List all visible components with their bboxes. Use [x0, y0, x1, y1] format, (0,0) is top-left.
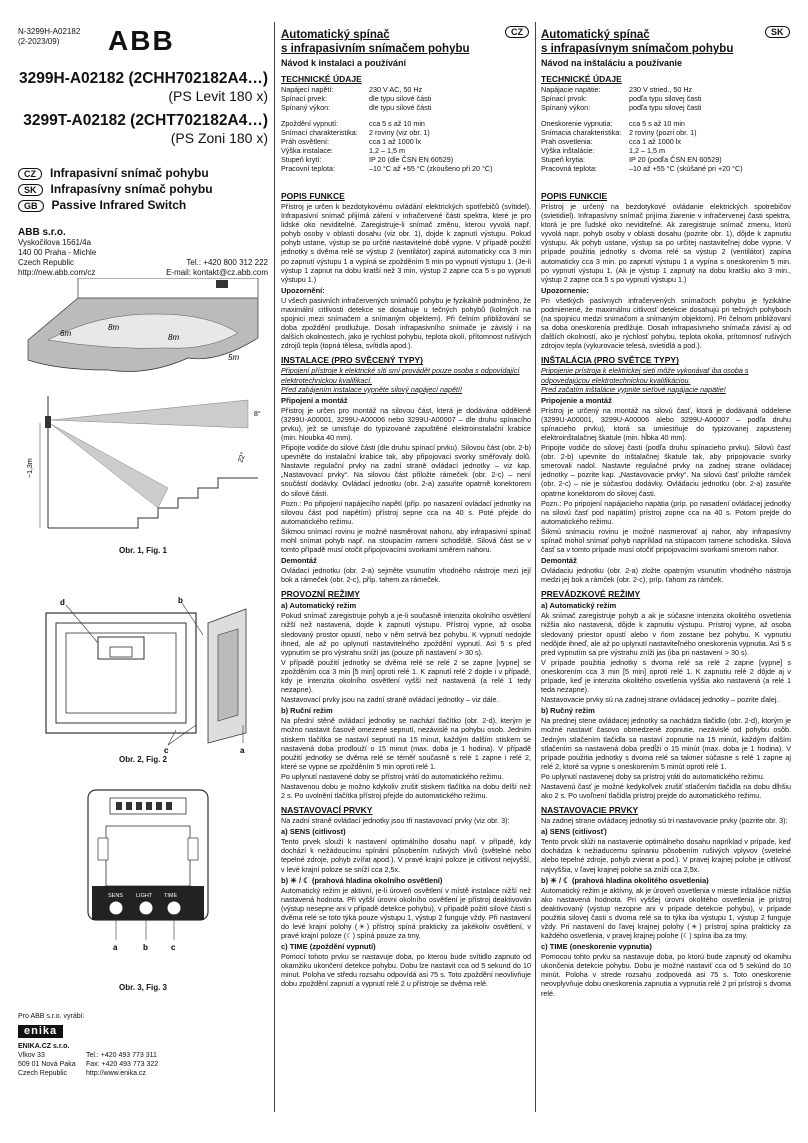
lang-row-sk: [18, 182, 213, 196]
tech-row: Spínací prvok: podľa typu silovej časti: [541, 94, 702, 103]
sk-light-heading: b) ☀ / ☾ (prahová hladina okolitého osvetlenia): [541, 875, 709, 885]
cz-subtitle: Návod k instalaci a používání: [281, 58, 407, 68]
sk-sens-text: Tento prvok slúži na nastavenie optimálneho dosahu napríklad v prípade, keď dochádza k nežiaducemu spínaniu pôsobením rušivých vplyvov (svetelné alebo tepelné zdroje, pohyb zvierat a pod.). V pravej krajnej polohe je citlivosť najvyššia, v ľavej krajnej polohe sa zníži cca 2,5x.: [541, 837, 791, 874]
tech-row: Spínaný výkon: podľa typu silovej časti: [541, 103, 702, 112]
tech-row: Spínací prvek: dle typu silové části: [281, 94, 432, 103]
manufacturer-tel: Tel.: +420 493 773 311: [86, 1052, 157, 1059]
time-label: TIME: [164, 893, 178, 899]
sk-manual-text2: Po uplynutí nastavenej doby sa prístroj vráti do automatického režimu.: [541, 771, 765, 781]
company-address2: 140 00 Praha - Michle: [18, 248, 97, 257]
manufacturer-name: ENIKA.CZ s.r.o.: [18, 1043, 70, 1050]
figure-3-caption: Obr. 3, Fig. 3: [118, 983, 167, 992]
figure-1-detection-diagram: [18, 278, 268, 540]
lang-badge: CZ: [18, 168, 42, 180]
product-1: [18, 70, 268, 104]
cz-time-text: Pomocí tohoto prvku se nastavuje doba, po kterou bude svítidlo zapnuto od okamžiku ukončení detekce pohybu. Dobu lze nastavit cca od 5 sekund do 10 minut. Poloha ve středu rozsahu odpovídá asi 75 s. Toto zpoždění neovlivňuje dobu zpoždění zapnutí a vypnutí relé 2 u přístroje se dvěma relé.: [281, 952, 531, 989]
cz-auto-text1: Pokud snímač zaregistruje pohyb a je-li současně intenzita okolního osvětlení nižší než nastavená, dojde k zapnutí výstupu. Přístroj vypne, až osoba sledovaný prostor opustí, nebo v něm setrvá bez pohybu. K vypnutí nedojde ihned, ale až po uplynutí nastavitelného zpoždění vypnutí. Asi 5 s před vypnutím se pro výstrahu sníží jas (pouze při nastavení > 30 s).: [281, 611, 531, 657]
tech-row: Práh osvětlení: cca 1 až 1000 lx: [281, 137, 421, 146]
sk-modes-heading: PREVÁDZKOVÉ REŽIMY: [541, 589, 641, 600]
tech-row: Prah osvetlenia: cca 1 až 1000 lx: [541, 137, 681, 146]
column-divider: [535, 22, 536, 1112]
tech-row: Napájacie napätie: 230 V stried., 50 Hz: [541, 85, 693, 94]
sk-manual-text3: Nastavenú časť je možné kedykoľvek zrušiť stlačením tlačidla na dobu dlhšiu ako 2 s. Po uvoľnení tlačidla prístroj prejde do automatického režimu.: [541, 781, 791, 801]
tech-row: Snímacia charakteristika: 2 roviny (pozri obr. 1): [541, 128, 697, 137]
enika-logo: enika: [18, 1025, 63, 1038]
sk-auto-heading: a) Automatický režim: [541, 601, 617, 611]
manufacturer-intro: Pro ABB s.r.o. vyrábí:: [18, 1013, 85, 1020]
company-block: [18, 228, 268, 278]
manufacturer-country: Czech Republic: [18, 1070, 68, 1077]
cz-settings-text: Na zadní straně ovládací jednotky jsou tři nastavovací prvky (viz obr. 3):: [281, 816, 510, 826]
company-country: Czech Republic: [18, 258, 75, 267]
product-name: (PS Zoni 180 x): [170, 130, 268, 146]
cz-title-line1: Automatický spínač: [281, 29, 390, 41]
cz-conn-heading: Připojení a montáž: [281, 395, 348, 405]
tech-row: Napájecí napětí: 230 V AC, 50 Hz: [281, 85, 423, 94]
time-knob-icon: [168, 902, 180, 914]
lang-title: Passive Infrared Switch: [51, 198, 187, 212]
lang-badge: SK: [18, 184, 43, 196]
sk-manual-text1: Na prednej stene ovládacej jednotky sa nachádza tlačidlo (obr. 2-d), ktorým je možné nastaviť časovo obmedzené zopnutie, nezávislé od pohybu osôb. Jedným stlačením tlačidla sa nastaví zopnutie na 15 minút, každým ďalším stlačením sa nastavená doba predĺži o 15 minút (max. doba je 1 hodina). V prípade použitia jednotky s dvoma relé sa takmer súčasne s relé 1 zapne aj relé 2, ktoré sa vypne s oneskorením 5 minút oproti relé 1.: [541, 716, 791, 771]
dim-5m: 5m: [228, 353, 240, 362]
angle-8-label: 8°: [254, 411, 261, 418]
cz-auto-text2: V případě použití jednotky se dvěma relé se relé 2 se zapne [vypne] se zpožděním cca 3 min [5 min] oproti relé 1. K zapnutí relé 2 dojde i v případě, kdy je intenzita okolního osvětlení vyšší než nastavená (a relé 1 tedy nezapne).: [281, 657, 531, 695]
cz-install-warning2: Před zahájením instalace vypněte silový napájecí napětí!: [281, 384, 462, 394]
cz-auto-text3: Nastavovací prvky jsou na zadní straně ovládací jednotky – viz dále.: [281, 695, 499, 705]
product-code: 3299H-A02182 (2CHH702182A4…): [19, 70, 268, 87]
cz-manual-text1: Na přední stěně ovládací jednotky se nachází tlačítko (obr. 2-d), kterým je možno nastavit časově omezené sepnutí, nezávislé na pohybu osob. Jedním stiskem tlačítka se nastaví sepnutí na 15 minut, každým dalším stiskem se nastavená doba prodlouží o 15 minut (max. doba je 1 hodina). V případě použití jednotky se dvěma relé se téměř současně s relé 1 zapne i relé 2, které se vypne se zpožděním 5 min oproti relé 1.: [281, 716, 531, 771]
sk-conn-heading: Pripojenie a montáž: [541, 395, 612, 405]
figure-3-settings-diagram: [18, 780, 268, 970]
tech-row: Snímací charakteristika: 2 roviny (viz obr. 1): [281, 128, 430, 137]
sk-lang-badge: SK: [765, 26, 790, 38]
company-web[interactable]: http://new.abb.com/cz: [18, 268, 96, 277]
cz-install-heading: INSTALACE (PRO SVĚCENÝ TYPY): [281, 355, 423, 366]
tech-row: Spínaný výkon: dle typu silové části: [281, 103, 432, 112]
label-c: c: [171, 943, 176, 952]
height-label: ~1,3m: [27, 458, 34, 478]
sk-sens-heading: a) SENS (citlivosť): [541, 827, 607, 837]
cz-tech-table: [281, 85, 492, 173]
tech-row: Zpoždění vypnutí: cca 5 s až 10 min: [281, 119, 425, 128]
dim-8m-b: 8m: [168, 333, 180, 342]
cz-time-heading: c) TIME (zpoždění vypnutí): [281, 942, 376, 952]
sk-auto-text3: Nastavovacie prvky sú na zadnej strane ovládacej jednotky – pozrite ďalej.: [541, 695, 779, 705]
abb-logo: ABB: [108, 25, 175, 56]
sk-title-line2: s infrapasívnym snímačom pohybu: [541, 43, 734, 55]
sk-conn-text3: Pozn.: Po pripojení napájacieho napätia (príp. po nasadení ovládacej jednotky na silovú časť pod napätím) prístroj zopne cca na 40 s. Potom prejde do automatického režimu.: [541, 498, 791, 526]
cz-manual-text2: Po uplynutí nastavené doby se přístroj vrátí do automatického režimu.: [281, 771, 504, 781]
label-b: b: [178, 596, 183, 605]
dim-8m-a: 8m: [108, 323, 120, 332]
company-address1: Vyskočilova 1561/4a: [18, 238, 92, 247]
cz-func-text: Přístroj je určen k bezdotykovému ovládání elektrických spotřebičů (svítidel). Infrapasivní snímač přijímá záření v infračervené části spektra, které je pro lidské oko neviditelné. Zaregistruje-li snímač změnu, kterou vyvolá např. pohyb osoby v oblasti dosahu (viz obr. 1), dojde k zapnutí výstupu. Pokud pohyb ustane, výstup se po určité nastavitelné době vypne. V případě použití jednotky s dvěma relé se výstup 2 (ventilátor) zapíná automaticky cca 3 min po zapnutí výstupu 1 a vypíná se zpožděním 5 min po vypnutí výstupu 1. (Je-li výstup 1 zapnut na dobu kratší než 3 min, výstup 2 zapne cca 5 s po vypnutí výstupu 1.): [281, 202, 531, 284]
angle-22-label: 22°: [237, 451, 248, 464]
sk-conn-text4: Šikmú snímaciu rovinu je možné nasmerovať aj nahor, aby infrapasívny spínač mohol snímať pohyb napríklad na stúpacom ramene schodiska. Silová časť sa v tomto prípade musí otočiť pripojovacími svorkami smerom nahor.: [541, 526, 791, 555]
sk-install-warning: Pripojenie prístroja k elektrickej sieti môže vykonávať iba osoba s odpovedajúcou elektrotechnickou kvalifikáciou.: [541, 366, 749, 385]
cz-modes-heading: PROVOZNÍ REŽIMY: [281, 589, 360, 600]
sk-conn-text2: Pripojte vodiče do silovej časti (podľa druhu spínacieho prvku). Silovú časť (obr. 2-b) upevnite do inštalačnej škatule tak, aby pripojovacie svorky smerovali nadol. Nastavte regulačné prvky na zadnej strane ovládacej jednotky – pozrite kap. „Nastavovacie prvky“. Na silovú časť priložte rámček (obr. 2-c) – nie je súčasťou dodávky. Ovládaciu jednotku (obr. 2-a) zasuňte opatrne konektorom do silovej časti.: [541, 443, 791, 498]
sk-install-warning2: Pred začatím inštalácie vypnite sieťové napájacie napätie!: [541, 384, 726, 394]
label-c: c: [164, 746, 169, 755]
sk-title-line1: Automatický spínač: [541, 29, 650, 41]
tech-row: [541, 112, 743, 119]
company-tel: Tel.: +420 800 312 222: [186, 258, 268, 267]
manufacturer-fax: Fax: +420 493 773 322: [86, 1061, 159, 1068]
company-name: ABB s.r.o.: [18, 227, 66, 238]
column-divider: [274, 22, 275, 1112]
sens-knob-icon: [110, 902, 122, 914]
label-d: d: [60, 598, 65, 607]
sk-note-heading: Upozornenie:: [541, 285, 589, 295]
lang-title: Infrapasivní snímač pohybu: [50, 166, 209, 180]
light-knob-icon: [140, 902, 152, 914]
sk-conn-text1: Prístroj je určený na montáž na silovú časť, ktorá je dodávaná oddelene (3299U-A00001, 3299U-A00006 alebo 3299U-A00007 – podľa druhu spínacieho prvku), ktorá sa umiestňuje do typizovanej zapustenej elektroinštalačnej škatule (min. hĺbka 40 mm).: [541, 405, 791, 442]
tech-row: Výška inštalácie: 1,2 – 1,5 m: [541, 146, 665, 155]
sk-settings-text: Na zadnej strane ovládacej jednotky sú tri nastavovacie prvky (pozrite obr. 3):: [541, 816, 788, 826]
sensor-side-icon: [45, 416, 51, 428]
product-code: 3299T-A02182 (2CHT702182A4…): [23, 112, 268, 129]
cz-column: [281, 0, 531, 990]
cz-manual-text3: Nastavenou dobu je možno kdykoliv zrušit stiskem tlačítka na dobu delší než 2 s. Po uvolnění tlačítka přístroj přejde do automatického režimu.: [281, 781, 531, 801]
label-a: a: [240, 746, 245, 755]
sk-install-heading: INŠTALÁCIA (PRO SVĚTCE TYPY): [541, 355, 679, 366]
sk-tech-heading: TECHNICKÉ ÚDAJE: [541, 74, 622, 84]
manufacturer-web[interactable]: http://www.enika.cz: [86, 1070, 146, 1077]
doc-date: (2-2023/09): [18, 37, 60, 46]
cz-note-heading: Upozornění:: [281, 285, 325, 295]
doc-number: N-3299H-A02182: [18, 27, 81, 36]
manufacturer-block: [18, 1012, 268, 1078]
sens-label: SENS: [108, 893, 123, 899]
tech-row: Stupeň krytia: IP 20 (podľa ČSN EN 60529): [541, 155, 722, 164]
tech-row: [281, 112, 492, 119]
cz-dem-text: Ovládací jednotku (obr. 2-a) sejměte vsunutím vhodného nástroje mezi její bok a rámeček (obr. 2-c), příp. tahem za rámeček.: [281, 566, 531, 585]
doc-number-block: [18, 27, 80, 47]
cz-conn-text3: Pozn.: Po připojení napájecího napětí (příp. po nasazení ovládací jednotky na silovou část pod napětím) přístroj sepne cca na 40 s. Poté přejde do automatického režimu.: [281, 498, 531, 526]
sk-manual-heading: b) Ručný režim: [541, 706, 595, 716]
tech-row: Pracovní teplota: –10 °C až +55 °C (zkoušeno při 20 °C): [281, 164, 493, 173]
product-name: (PS Levit 180 x): [168, 88, 268, 104]
company-email[interactable]: E-mail: kontakt@cz.abb.com: [166, 268, 268, 277]
figure-1-caption: Obr. 1, Fig. 1: [118, 546, 167, 555]
lang-row-gb: [18, 198, 186, 212]
cz-dem-heading: Demontáž: [281, 556, 317, 566]
cz-conn-text1: Přístroj je určen pro montáž na silovou část, která je dodávána odděleně (3299U-A00001, 3299U-A00006 nebo 3299U-A00007 – dle druhu spínacího prvku), jež se umisťuje do typizované zapuštěné elektroinstalační krabice (min. hloubka 40 mm).: [281, 405, 531, 442]
figure-2-caption: Obr. 2, Fig. 2: [118, 755, 167, 764]
sk-time-heading: c) TIME (oneskorenie vypnutia): [541, 942, 652, 952]
cz-lang-badge: CZ: [505, 26, 529, 38]
manufacturer-addr1: Vlkov 33: [18, 1052, 45, 1059]
tech-row: Pracovná teplota: –10 až +55 °C (skúšané pri +20 °C): [541, 164, 743, 173]
detection-plane-upper: [51, 400, 248, 428]
product-2: [18, 112, 268, 146]
sk-settings-heading: NASTAVOVACIE PRVKY: [541, 805, 639, 816]
sk-auto-text1: Ak snímač zaregistruje pohyb a ak je súčasne intenzita okolitého osvetlenia nižšia ako nastavená, dôjde k zapnutiu výstupu. Prístroj vypne, až osoba sledovaný priestor opustí alebo v ňom zostane bez pohybu. K vypnutiu nedôjde ihneď, ale až po uplynutí nastaviteľného oneskorenia vypnutia. Asi 5 s pred vypnutím sa pre výstrahu zníži jas (iba pri nastavení > 30 s).: [541, 611, 791, 657]
tech-row: Výška instalace: 1,2 – 1,5 m: [281, 146, 405, 155]
sk-func-text: Prístroj je určený na bezdotykové ovládanie elektrických spotrebičov (svietidiel). Infrapasívny snímač prijíma žiarenie v infračervenej časti spektra, ktorá je pre ľudské oko neviditeľné. Ak zaregistruje snímač zmenu, ktorú vyvolá napr. pohyb osoby v oblasti dosahu (pozrite obr. 1), dôjde k zapnutiu výstupu. Ak pohyb ustane, výstup sa po určitej nastaviteľnej dobe vypne. V prípade použitia jednotky s dvoma relé sa výstup 2 (ventilátor) zapína automaticky cca 3 min. po zapnutí výstupu 1 a vypína s oneskorením 5 min. po vypnutí výstupu 1. (Ak je výstup 1 zapnutý na dobu kratšiu ako 3 min., výstup 2 zapne cca 5 s po vypnutí výstupu 1.): [541, 202, 791, 284]
cz-sens-heading: a) SENS (citlivost): [281, 827, 346, 837]
cz-sens-text: Tento prvek slouží k nastavení optimálního dosahu např. v případě, kdy dochází k nežádoucímu spínání působením rušivých vlivů (světelné nebo tepelné zdroje, pohyb zvířat apod.). V pravé krajní poloze je citlivost nejvyšší, v levé krajní poloze se sníží cca 2,5x.: [281, 837, 531, 874]
manufacturer-addr2: 509 01 Nová Paka: [18, 1061, 76, 1068]
cz-conn-text2: Připojte vodiče do silové části (dle druhu spínací prvku). Silovou část (obr. 2-b) upevněte do instalační krabice tak, aby připojovací svorky směřovaly dolů. Nastavte regulační prvky na zadní straně ovládací jednotky – viz kap. „Nastavovací prvky“. Na silovou část přiložte rámeček (obr. 2-c) – není součástí dodávky. Ovládací jednotku (obr. 2-a) zasuňte opatrně konektorem do silové části.: [281, 443, 531, 498]
dim-6m: 6m: [60, 329, 72, 338]
sk-auto-text2: V prípade použitia jednotky s dvoma relé sa relé 2 zapne [vypne] s oneskorením cca 3 min [5 min] oproti relé 1. K zapnutiu relé 2 dôjde aj v prípade, keď je intenzita okolitého osvetlenia vyššia ako nastavená (a relé 1 teda nezapne).: [541, 657, 791, 695]
cz-install-warning: Připojení přístroje k elektrické síti smí provádět pouze osoba s odpovídající elektrotechnickou kvalifikací.: [281, 366, 520, 385]
figure-2-assembly-diagram: [18, 595, 268, 755]
sk-dem-text: Ovládaciu jednotku (obr. 2-a) zložte opatrným vsunutím vhodného nástroja medzi jej bok a rámček (obr. 2-c), príp. ťahom za rámček.: [541, 566, 791, 585]
sk-time-text: Pomocou tohto prvku sa nastavuje doba, po ktorú bude zapnutý od okamihu ukončenia detekcie pohybu. Dobu je možné nastaviť cca od 5 sekúnd do 10 minút. Poloha v strede rozsahu zodpovedá asi 75 s. Toto oneskorenie neovplyvňuje dobu oneskorenia zapnutia a vypnutia relé 2 pri prístroji s dvoma relé.: [541, 952, 791, 998]
sk-func-heading: POPIS FUNKCIE: [541, 191, 608, 201]
sk-dem-heading: Demontáž: [541, 556, 577, 566]
cz-conn-text4: Šikmou snímací rovinu je možné nasměrovat nahoru, aby infrapasivní spínač mohl snímat pohyb např. na stoupacím rameni schodiště. Silová část se v tomto případě musí otočit připojovacími svorkami směrem nahoru.: [281, 526, 531, 555]
cz-title-line2: s infrapasivním snímačem pohybu: [281, 43, 470, 55]
sk-column: [541, 0, 791, 999]
cz-func-heading: POPIS FUNKCE: [281, 191, 345, 201]
lang-row-cz: [18, 166, 209, 180]
cz-note-text: U všech pasivních infračervených snímačů pohybu je fyzikálně podmíněno, že maximální citlivosti detekce se dosahuje u tečných pohybů (kolmých na spojnici mezi snímačem a snímaným objektem). Při čelním přibližování se doba zpoždění prodlužuje. Dosah infrapasivního snímače je závislý i na dalších okolnostech, jako je rychlost pohybu, teplota okolí, přítomnost rušivých zdrojů tepla (topná tělesa, svítidla apod.).: [281, 295, 531, 351]
cz-light-text: Automatický režim je aktivní, je-li úroveň osvětlení v místě instalace nižší než nastavená hodnota. Při vyšší úrovni okolního osvětlení je přístroj deaktivován (výstup nesepne ani v případě detekce pohybu), v případě požití silové části s dvěma relé se toto týká pouze výstupu 1, výstup 2 funguje vždy. Při nastavení do levé krajní polohy (☀) přístroj spíná prakticky za jakékoliv osvětlení, v pravé krajní poloze (☾) spíná pouze za tmy.: [281, 885, 531, 941]
light-label: LIGHT: [136, 893, 153, 899]
sk-subtitle: Návod na inštaláciu a používanie: [541, 58, 683, 68]
sensor-icon: [216, 280, 228, 288]
sk-light-text: Automatický režim je aktívny, ak je úroveň osvetlenia v mieste inštalácie nižšia ako nastavená hodnota. Pri vyššej úrovni okolitého osvetlenia je prístroj deaktivovaný (výstup nezopne ani v prípade detekcie pohybu), v prípade použitia silovej časti s dvoma relé sa to týka iba výstupu 1, výstup 2 funguje vždy. Pri nastavení do ľavej krajnej polohy (☀) prístroj spína prakticky za každého osvetlenia, v pravej krajnej polohe (☾) spína iba za tmy.: [541, 885, 791, 941]
cz-light-heading: b) ☀ / ☾ (prahová hladina okolního osvětlení): [281, 875, 443, 885]
tech-row: Stupeň krytí: IP 20 (dle ČSN EN 60529): [281, 155, 454, 164]
lang-title: Infrapasívny snímač pohybu: [50, 182, 213, 196]
detection-plane-lower: [51, 424, 168, 508]
cz-auto-heading: a) Automatický režim: [281, 601, 357, 611]
cz-settings-heading: NASTAVOVACÍ PRVKY: [281, 805, 373, 816]
lang-badge: GB: [18, 200, 44, 212]
sk-tech-table: [541, 85, 743, 173]
sk-note-text: Pri všetkých pasívnych infračervených snímačoch pohybu je fyzikálne podmienené, že maximálnu citlivosť detekcie dosahujú pri tečných pohyboch (na spojnicu medzi snímačom a snímaným objektom). Pri čelnom približovaní sa doba oneskorenia predlžuje. Dosah infrapasívneho snímača závisí aj od ďalších okolností, ako je rýchlosť pohybu, teplota okolia, prítomnosť rušivých zdrojov tepla (vykurovacie telesá, svietidlá a pod.).: [541, 295, 791, 351]
cz-manual-heading: b) Ruční režim: [281, 706, 333, 716]
label-a: a: [113, 943, 118, 952]
tech-row: Oneskorenie vypnutia: cca 5 s až 10 min: [541, 119, 685, 128]
label-b: b: [143, 943, 148, 952]
cz-tech-heading: TECHNICKÉ ÚDAJE: [281, 74, 362, 84]
